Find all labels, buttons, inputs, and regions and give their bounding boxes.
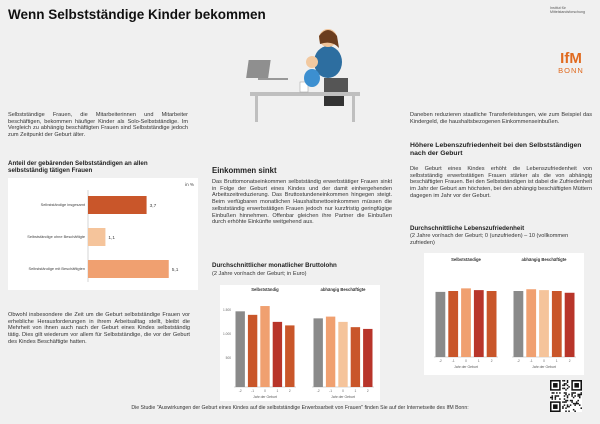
qr-module [573,392,575,394]
qr-module [564,388,566,390]
chart-bar [514,291,524,357]
chart-bar [474,290,484,357]
chart1-unit: in % [185,182,194,187]
qr-module [571,394,573,396]
footer-text: Die Studie "Auswirkungen der Geburt eines Kindes auf die selbstständige Erwerbsarbeit von Frauen" finden Sie auf der Internetseite des IfM Bonn: [131,405,469,411]
chart-bar [260,306,269,387]
laptop-screen [246,60,271,78]
qr-module [576,401,578,403]
qr-module [562,380,564,382]
qr-module [574,392,576,394]
chart1-category-label: Selbstständige insgesamt [40,202,85,207]
chart1-category-label: Selbstständige mit Beschäftigten [28,266,85,271]
chart1-bar [88,196,147,214]
chart-x-tick: 1 [477,359,480,363]
qr-module [565,400,567,402]
chart-x-tick: 0 [342,389,344,393]
col2-chart-sub: (2 Jahre vor/nach der Geburt; in Euro) [212,271,307,277]
col2-heading: Einkommen sinkt [212,166,277,175]
qr-module [552,397,554,399]
chart-y-tick: 500 [225,356,231,360]
chart-x-tick: 2 [568,359,571,363]
chart-bar [526,289,536,357]
child-head [306,56,318,68]
chart-bar [539,290,549,357]
chart-x-axis-label: Jahr der Geburt [331,395,355,399]
qr-module [553,392,555,394]
chart-x-axis-label: Jahr der Geburt [454,365,478,369]
qr-module [567,385,569,387]
logo-ifm: IfM [560,50,582,67]
qr-module [564,392,566,394]
qr-finder [574,383,579,388]
qr-module [556,392,558,394]
qr-module [579,394,581,396]
qr-module [564,383,566,385]
qr-module [564,385,566,387]
ifm-logo [548,6,596,80]
chart-x-tick: -2 [516,359,520,363]
chart-x-tick: 0 [465,359,467,363]
qr-module [555,395,557,397]
chart-panel-title: abhängig Beschäftigte [521,257,567,262]
qr-module [567,400,569,402]
qr-module [565,383,567,385]
chart-bar [363,329,372,387]
qr-module [558,395,560,397]
chart1-value-label: 5,1 [171,268,179,273]
qr-module [577,394,579,396]
chart-bar [351,327,360,387]
col1-intro: Selbstständige Frauen, die Mitarbeiterinnen und Mitarbeiter beschäftigen, bekommen häufiger Kinder als Solo-Selbstständige. Im Vergleich zu abhängig beschäftigten Frauen sind Selbstständige jedoch zum Zeitpunkt der Geburt älter. [8,112,188,139]
qr-module [567,395,569,397]
chart-bar [285,325,294,387]
col3-text: Die Geburt eines Kindes erhöht die Lebenszufriedenheit von selbstständig erwerbstätigen Frauen stärker als die von abhängig beschäftigten Frauen. Bei den Selbstständigen ist dabei die Zufriedenheit im Jahr der Geburt am höchsten, bei den abhängig beschäftigten Müttern dagegen im Jahr vor der Geburt. [410,166,592,199]
qr-module [565,394,567,396]
qr-module [564,398,566,400]
chart1-category-label: Selbstständige ohne Beschäftigte [27,234,85,239]
chart-x-tick: 2 [366,389,369,393]
qr-module [562,385,564,387]
chart-x-tick: -1 [451,359,455,363]
chart-y-tick: 1.000 [223,332,231,336]
qr-module [565,389,567,391]
chart3-svg [424,253,584,375]
chart-bar [461,288,471,357]
col3-intro: Daneben reduzieren staatliche Transferleistungen, wie zum Beispiel das Kindergeld, die haushaltsbezogenen Einkommenseinbußen. [410,112,592,125]
col2-chart-heading: Durchschnittlicher monatlicher Bruttolohn [212,262,337,269]
qr-module [567,380,569,382]
qr-module [565,401,567,403]
col1-chart-heading: Anteil der gebärenden Selbstständigen an allen selbstständig tätigen Frauen [8,160,148,175]
qr-module [565,392,567,394]
qr-module [564,395,566,397]
chart-bar [487,291,497,357]
qr-finder [553,383,558,388]
chair [324,78,348,92]
logo-institute-text: Institut für Mittelstandsforschung [550,6,585,15]
chart1-bar [88,228,105,246]
chart-x-tick: 1 [354,389,357,393]
qr-module [568,394,570,396]
chart1-bar [88,260,169,278]
chart-x-axis-label: Jahr der Geburt [532,365,556,369]
desk [250,92,360,96]
chart1-value-label: 3,7 [149,204,157,209]
chart-x-tick: -2 [238,389,242,393]
page-title: Wenn Selbstständige Kinder bekommen [8,7,266,22]
qr-module [552,392,554,394]
chart-bar [448,291,458,357]
hero-illustration [240,22,390,122]
qr-module [552,398,554,400]
qr-module [567,382,569,384]
qr-module [574,395,576,397]
chart-x-tick: 0 [543,359,545,363]
qr-module [571,395,573,397]
chart-satisfaction [424,253,584,375]
chart-x-tick: 2 [288,389,291,393]
chart-share-births [8,178,198,290]
qr-module [567,397,569,399]
chart-x-tick: -1 [329,389,333,393]
qr-module [579,397,581,399]
chart-x-tick: -2 [438,359,442,363]
chart-income [220,285,380,401]
chart-bar [314,318,323,387]
chart-bar [436,292,446,357]
chart-x-tick: -2 [316,389,320,393]
chart-x-tick: 0 [264,389,266,393]
qr-module [571,392,573,394]
qr-module [570,400,572,402]
qr-module [562,388,564,390]
chart-bar [552,291,562,357]
chart-bar [338,322,347,387]
col3-chart-heading: Durchschnittliche Lebenszufriedenheit [410,225,525,232]
qr-module [552,395,554,397]
chart-bar [248,315,257,387]
chart-bar [236,311,245,387]
qr-module [564,401,566,403]
qr-module [559,398,561,400]
col3-heading: Höhere Lebenszufriedenheit bei den Selbstständigen nach der Geburt [410,142,582,157]
chart-x-tick: -1 [529,359,533,363]
qr-module [577,395,579,397]
chart-x-tick: 1 [276,389,279,393]
qr-module [573,397,575,399]
child-body [304,69,320,87]
col2-text: Das Bruttomonatseinkommen selbstständig erwerbstätiger Frauen sinkt in Folge der Geburt eines Kindes und der damit einhergehenden Arbeitszeitreduzierung. Das Bruttostundeneinkommen hingegen steigt. Beim verfügbaren monatlichen Haushaltsnettoeinkommen müssen die selbstständig erwerbstätigen Frauen jedoch nur kurzfristig geringfügige Einbußen hinnehmen. Offenbar gleichen ihre Partner die Einbußen durch erhöhte Einkünfte weitgehend aus. [212,179,392,226]
qr-module [564,380,566,382]
qr-module [550,397,552,399]
qr-module [567,388,569,390]
chart-y-tick: 1.500 [223,308,231,312]
col1-outro: Obwohl insbesondere die Zeit um die Geburt selbstständige Frauen vor erhebliche Herausforderungen in ihrem Arbeitsalltag stellt, bleibt die Mehrheit von ihnen auch nach der Geburt eines Kindes selbstständig tätig. Dies gilt wiederum vor allem für Selbstständige, die vor der Geburt des Kindes Beschäftigte hatten. [8,312,190,345]
qr-module [559,392,561,394]
qr-module [568,386,570,388]
chart-bar [326,317,335,387]
qr-module [556,395,558,397]
chart-panel-title: Selbstständig [251,287,279,292]
chart1-value-label: 1,1 [108,236,116,241]
qr-module [562,401,564,403]
chart-x-tick: 1 [555,359,558,363]
col3-chart-sub: (2 Jahre vor/nach der Geburt; 0 (unzufrieden) – 10 (vollkommen zufrieden) [410,233,569,246]
qr-module [580,392,582,394]
chart-panel-title: abhängig Beschäftigte [320,287,366,292]
chart1-svg [8,178,198,290]
logo-city: BONN [558,66,584,75]
chart-x-axis-label: Jahr der Geburt [253,395,277,399]
chart-x-tick: 2 [490,359,493,363]
qr-module [571,401,573,403]
qr-module [571,400,573,402]
chart-x-tick: -1 [251,389,255,393]
qr-module [555,397,557,399]
qr-module [555,398,557,400]
chart-bar [565,293,575,357]
chart2-svg [220,285,380,401]
qr-module [577,400,579,402]
chart-panel-title: Selbstständige [451,257,481,262]
qr-module [580,394,582,396]
chart-bar [273,322,282,387]
qr-module [579,395,581,397]
laptop-base [258,78,288,80]
